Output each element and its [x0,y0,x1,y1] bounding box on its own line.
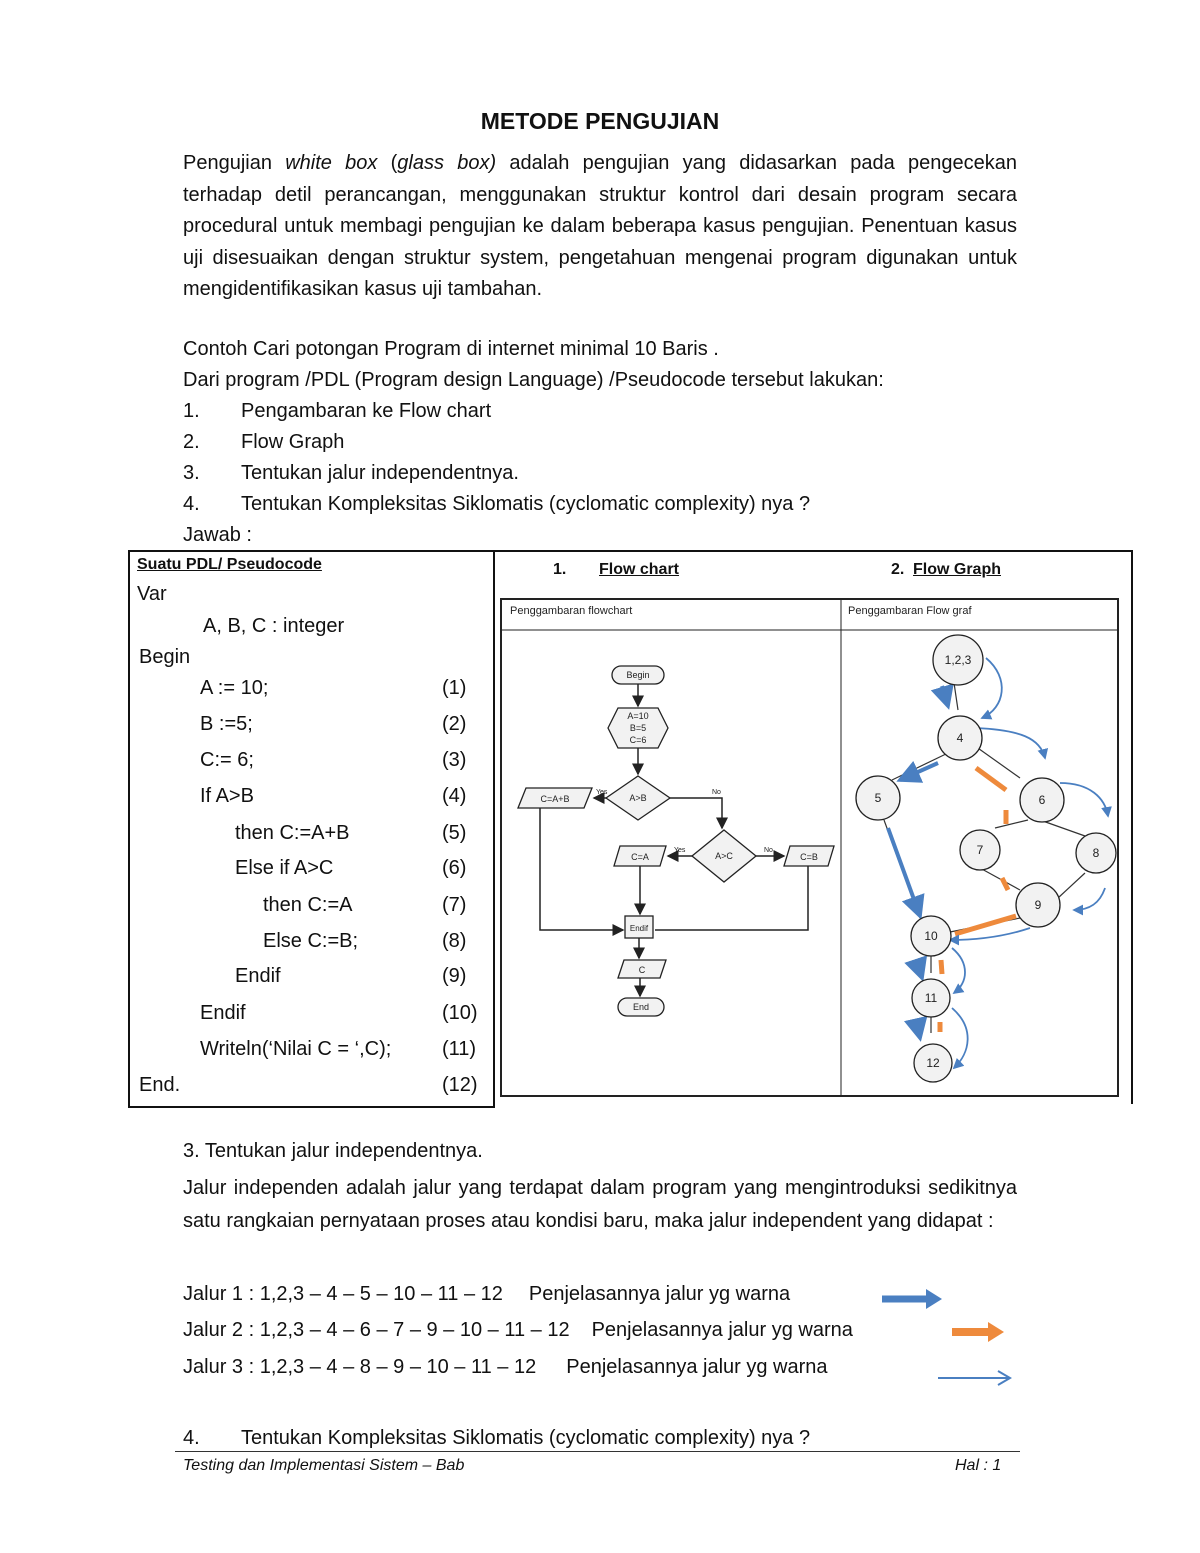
flowchart-labels [540,670,817,1012]
path-1: Jalur 1 : 1,2,3 – 4 – 5 – 10 – 11 – 12 Penjelasannya jalur yg warna [183,1283,791,1305]
svg-text:4: 4 [956,731,964,745]
svg-text:12: 12 [926,1056,940,1070]
answer-label: Jawab : [183,524,252,546]
flowgraph-num: 2. [891,561,905,578]
line-number: (8) [442,930,467,952]
line-number: (11) [442,1038,477,1060]
svg-text:C=B: C=B [800,852,818,862]
svg-text:C=6: C=6 [629,735,647,745]
svg-text:9: 9 [1034,898,1042,912]
line-number: (6) [442,857,467,879]
flowchart [518,666,834,1016]
svg-text:No: No [712,789,721,796]
line-number: (10) [442,1002,478,1024]
svg-text:B=5: B=5 [629,723,647,733]
svg-text:Yes: Yes [674,847,686,854]
svg-text:6: 6 [1038,793,1046,807]
flowchart-label: Flow chart [599,561,680,578]
svg-text:8: 8 [1092,846,1100,860]
intro-glass-box: glass box) [397,152,497,174]
footer-rule [175,1451,1020,1452]
code-line: Else C:=B; [263,930,359,952]
pseudocode-box [128,550,495,1108]
svg-text:10: 10 [924,929,938,943]
line-number: (9) [442,965,467,987]
svg-text:A>B: A>B [629,793,647,803]
flowchart-num: 1. [553,561,567,578]
instruction-line: Dari program /PDL (Program design Language) /Pseudocode tersebut lakukan: [183,369,884,391]
flowgraph-nodes [856,635,1116,1082]
line-number: (2) [442,713,467,735]
svg-text:11: 11 [924,991,938,1005]
svg-text:Begin: Begin [626,670,650,680]
intro-paren: ( [390,152,398,174]
code-line: Endif [200,1002,246,1024]
footer-right: Hal : 1 [955,1457,1002,1474]
diagram-svg [500,598,1120,1098]
task-item: 3. Tentukan jalur independentnya. [183,462,519,484]
section3-text: Jalur independen adalah jalur yang terdapat dalam program yang mengintroduksi sedikitnya satu rangkaian pernyataan proses atau kondisi baru, maka jalur independent yang didapat : [183,1177,1017,1232]
section4-heading: 4. Tentukan Kompleksitas Siklomatis (cyclomatic complexity) nya ? [183,1427,811,1449]
svg-text:C=A: C=A [631,852,649,862]
line-number: (1) [442,677,467,699]
footer-left: Testing dan Implementasi Sistem – Bab [183,1457,465,1474]
line-number: (7) [442,894,467,916]
page-title: METODE PENGUJIAN [480,108,720,134]
svg-text:A=10: A=10 [627,711,649,721]
intro-word: Pengujian [183,152,272,174]
code-begin: Begin [139,646,191,668]
svg-text:C: C [638,965,646,975]
flowgraph-header: Penggambaran Flow graf [848,605,972,617]
svg-text:5: 5 [874,791,882,805]
section3-heading: 3. Tentukan jalur independentnya. [183,1140,483,1162]
task-item: 4. Tentukan Kompleksitas Siklomatis (cyclomatic complexity) nya ? [183,493,811,515]
task-item: 1. Pengambaran ke Flow chart [183,400,492,422]
code-line: A := 10; [200,677,269,699]
pseudocode-heading: Suatu PDL/ Pseudocode [137,556,322,573]
path3-color-arrow [936,1366,1016,1390]
code-end: End. [139,1074,181,1096]
example-line: Contoh Cari potongan Program di internet minimal 10 Baris . [183,338,719,360]
svg-text:7: 7 [976,843,984,857]
path2-color-arrow [950,1320,1008,1344]
task-item: 2. Flow Graph [183,431,345,453]
flowchart-header: Penggambaran flowchart [510,605,633,617]
code-line: Writeln(‘Nilai C = ‘,C); [200,1038,392,1060]
path-3: Jalur 3 : 1,2,3 – 4 – 8 – 9 – 10 – 11 – 12 Penjelasannya jalur yg warna [183,1356,828,1378]
svg-text:Endif: Endif [629,924,649,933]
svg-text:End: End [632,1002,650,1012]
intro-paragraph [183,148,1017,306]
code-line: C:= 6; [200,749,254,771]
flowgraph-label: Flow Graph [913,561,1001,578]
code-line: then C:=A+B [235,822,350,844]
intro-rest: adalah pengujian yang didasarkan pada pengecekan terhadap detil perancangan, menggunakan struktur kontrol dari desain program secara procedural untuk membagi pengujian ke dalam beberapa kasus pengujian. Penentuan kasus uji disesuaikan dengan struktur system, pengetahuan mengenai program digunakan untuk mengidentifikasikan kasus uji tambahan. [183,152,1017,300]
code-line: B :=5; [200,713,253,735]
svg-text:A>C: A>C [715,851,733,861]
code-var: Var [137,583,167,605]
code-line: Endif [235,965,281,987]
code-line: then C:=A [263,894,353,916]
svg-text:Yes: Yes [596,789,608,796]
svg-text:No: No [764,847,773,854]
svg-text:C=A+B: C=A+B [540,794,570,804]
line-number: (4) [442,785,467,807]
path-2: Jalur 2 : 1,2,3 – 4 – 6 – 7 – 9 – 10 – 11 – 12 Penjelasannya jalur yg warna [183,1319,853,1341]
intro-white-box: white box [285,152,378,174]
svg-text:1,2,3: 1,2,3 [944,653,972,667]
path2-arrows [940,768,1016,1032]
code-line: If A>B [200,785,254,807]
line-number: (5) [442,822,467,844]
code-decl: A, B, C : integer [203,615,345,637]
line-number: (3) [442,749,467,771]
path1-color-arrow [880,1287,946,1311]
code-line: Else if A>C [235,857,334,879]
line-number: (12) [442,1074,478,1096]
